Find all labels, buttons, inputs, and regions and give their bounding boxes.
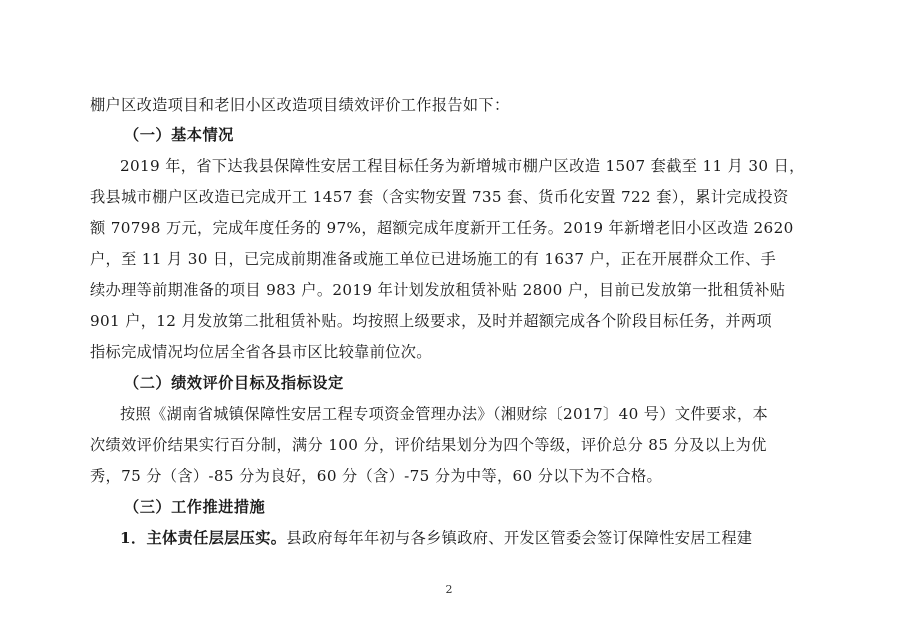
paragraph-line: 次绩效评价结果实行百分制，满分 100 分，评价结果划分为四个等级，评价总分 85 分及以上为优 [90,436,767,454]
section-heading-measures: （三）工作推进措施 [124,498,266,516]
paragraph-line: 续办理等前期准备的项目 983 户。2019 年计划发放租赁补贴 2800 户，目前已发放第一批租赁补贴 [90,281,786,299]
paragraph-line: 按照《湖南省城镇保障性安居工程专项资金管理办法》（湘财综〔2017〕40 号）文件要求，本 [120,405,769,423]
intro-line: 棚户区改造项目和老旧小区改造项目绩效评价工作报告如下： [90,96,510,114]
paragraph-line: 户，至 11 月 30 日，已完成前期准备或施工单位已进场施工的有 1637 户，正在开展群众工作、手 [90,250,777,268]
paragraph-line: 秀，75 分（含）-85 分为良好，60 分（含）-75 分为中等，60 分以下为不合格。 [90,467,663,485]
item-text: 县政府每年年初与各乡镇政府、开发区管委会签订保障性安居工程建 [286,529,753,547]
section-heading-targets: （二）绩效评价目标及指标设定 [124,374,344,392]
section-heading-basic-info: （一）基本情况 [124,126,234,144]
page-number: 2 [445,583,453,596]
numbered-item-line [120,528,820,548]
paragraph-line: 额 70798 万元，完成年度任务的 97%，超额完成年度新开工任务。2019 年新增老旧小区改造 2620 [90,219,794,237]
paragraph-line: 我县城市棚户区改造已完成开工 1457 套（含实物安置 735 套、货币化安置 722 套），累计完成投资 [90,188,789,206]
paragraph-line: 2019 年，省下达我县保障性安居工程目标任务为新增城市棚户区改造 1507 套截至 11 月 30 日， [120,157,805,175]
paragraph-line: 901 户，12 月发放第二批租赁补贴。均按照上级要求，及时并超额完成各个阶段目标任务，并两项 [90,312,772,330]
item-title: 1．主体责任层层压实。 [120,529,287,547]
paragraph-line: 指标完成情况均位居全省各县市区比较靠前位次。 [90,343,432,361]
